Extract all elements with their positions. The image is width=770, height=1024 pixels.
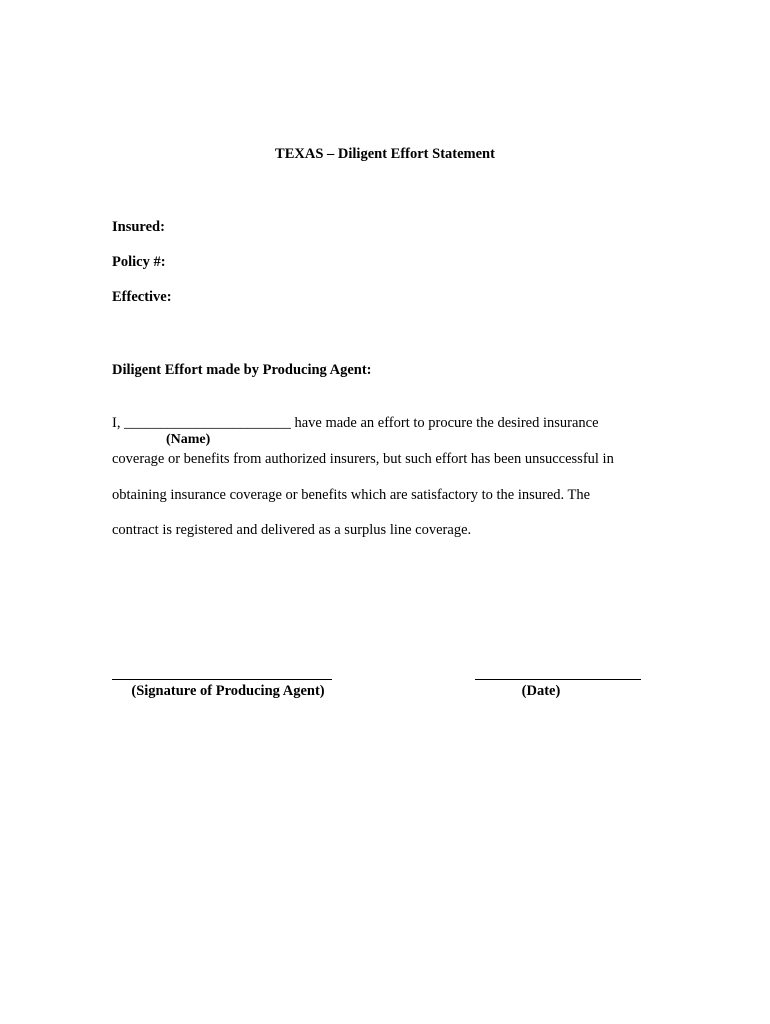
date-line: [475, 679, 641, 680]
agent-signature-caption: (Signature of Producing Agent): [131, 683, 325, 699]
insured-label: Insured:: [112, 219, 165, 235]
statement-line-2: coverage or benefits from authorized insurers, but such effort has been unsuccessful in: [112, 451, 614, 467]
section-heading: Diligent Effort made by Producing Agent:: [112, 362, 372, 378]
agent-signature-line: [112, 679, 332, 680]
document-title: TEXAS – Diligent Effort Statement: [275, 146, 495, 162]
name-caption: (Name): [166, 432, 211, 447]
date-caption: (Date): [521, 683, 561, 699]
statement-line-4: contract is registered and delivered as a surplus line coverage.: [112, 522, 472, 538]
statement-line-3: obtaining insurance coverage or benefits which are satisfactory to the insured. The: [112, 487, 591, 503]
policy-number-label: Policy #:: [112, 254, 166, 270]
statement-line-1: I, _______________________ have made an effort to procure the desired insurance: [112, 415, 599, 431]
effective-label: Effective:: [112, 289, 172, 305]
